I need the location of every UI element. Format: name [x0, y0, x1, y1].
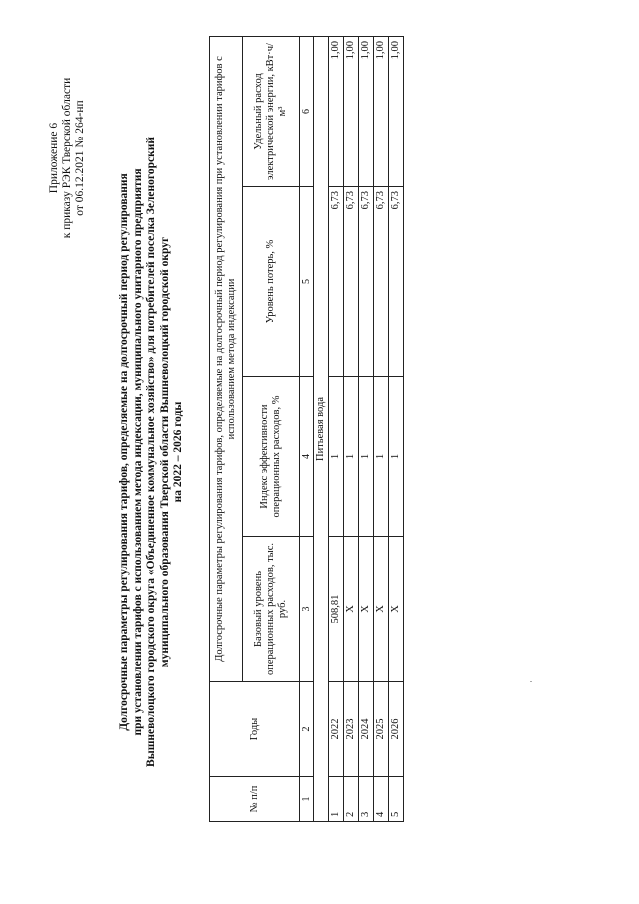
cell-number: 2 [344, 777, 359, 822]
section-row [314, 36, 329, 821]
cell-index: 1 [344, 377, 359, 537]
appendix-line-3: от 06.12.2021 № 264-нп [74, 100, 86, 216]
title-line-2: при установлении тарифов с использованием метода индексации, муниципального унитарного предприятия [131, 168, 144, 736]
cell-energy: 1,00 [374, 36, 389, 186]
table-row [374, 36, 389, 821]
appendix-line-1: Приложение 6 [48, 122, 60, 194]
column-number: 2 [300, 682, 314, 777]
cell-year: 2023 [344, 682, 359, 777]
cell-losses: 6,73 [389, 187, 404, 377]
cell-number: 4 [374, 777, 389, 822]
cell-index: 1 [389, 377, 404, 537]
header-years: Годы [210, 682, 300, 777]
cell-base: X [389, 537, 404, 682]
appendix-line-2: к приказу РЭК Тверской области [61, 77, 73, 239]
cell-index: 1 [329, 377, 344, 537]
cell-losses: 6,73 [374, 187, 389, 377]
section-label: Питьевая вода [314, 36, 329, 821]
cell-energy: 1,00 [344, 36, 359, 186]
cell-base: X [344, 537, 359, 682]
column-number: 6 [300, 36, 314, 186]
cell-year: 2024 [359, 682, 374, 777]
column-number: 3 [300, 537, 314, 682]
cell-losses: 6,73 [329, 187, 344, 377]
cell-number: 1 [329, 777, 344, 822]
cell-energy: 1,00 [389, 36, 404, 186]
appendix-block [48, 28, 87, 288]
header-losses: Уровень потерь, % [243, 187, 300, 377]
cell-base: X [359, 537, 374, 682]
table-row [389, 36, 404, 821]
title-line-5: на 2022 – 2026 годы [172, 401, 185, 503]
cell-year: 2025 [374, 682, 389, 777]
table-row [359, 36, 374, 821]
cell-number: 3 [359, 777, 374, 822]
title-line-4: муниципального образования Тверской области Вышневолоцкий городской округ [158, 236, 171, 668]
column-number: 5 [300, 187, 314, 377]
title-line-3: Вышневолоцкого городского округа «Объединенное коммунальное хозяйство» для потребителей поселка Зеленогорский [145, 137, 158, 767]
header-energy: Удельный расход электрической энергии, кВт·ч/м³ [243, 36, 300, 186]
column-number: 1 [300, 777, 314, 822]
column-number-row [300, 36, 314, 821]
cell-losses: 6,73 [359, 187, 374, 377]
header-efficiency-index: Индекс эффективности операционных расходов, % [243, 377, 300, 537]
scan-speck [530, 681, 532, 682]
header-base-expenses: Базовый уровень операционных расходов, тыс. руб. [243, 537, 300, 682]
cell-index: 1 [359, 377, 374, 537]
table-row [329, 36, 344, 821]
cell-base: 508,81 [329, 537, 344, 682]
cell-index: 1 [374, 377, 389, 537]
cell-base: X [374, 537, 389, 682]
document-title [118, 40, 186, 864]
parameters-table [209, 36, 404, 822]
title-line-1: Долгосрочные параметры регулирования тарифов, определяемые на долгосрочный период регулирования [118, 173, 130, 731]
table-header-row [210, 36, 243, 821]
cell-energy: 1,00 [329, 36, 344, 186]
cell-number: 5 [389, 777, 404, 822]
cell-year: 2026 [389, 682, 404, 777]
column-number: 4 [300, 377, 314, 537]
cell-energy: 1,00 [359, 36, 374, 186]
cell-year: 2022 [329, 682, 344, 777]
table-row [344, 36, 359, 821]
header-number: № п/п [210, 777, 300, 822]
header-group: Долгосрочные параметры регулирования тарифов, определяемые на долгосрочный период регулирования при установлении тарифов с использованием метода индексации [210, 36, 243, 681]
cell-losses: 6,73 [344, 187, 359, 377]
